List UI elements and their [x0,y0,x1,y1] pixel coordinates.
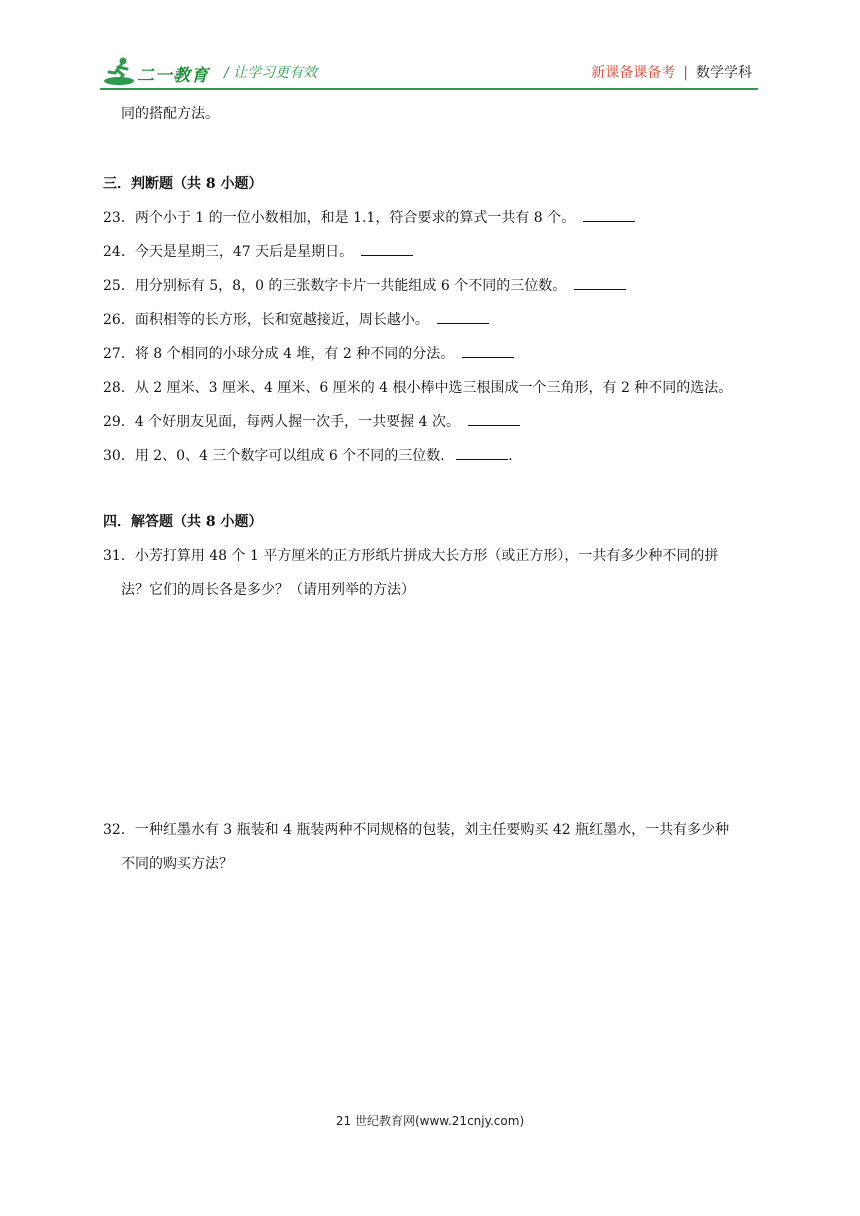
question-32-line-1: 32．一种红墨水有 3 瓶装和 4 瓶装两种不同规格的包装，刘主任要购买 42 瓶红墨水，一共有多少种 [103,822,730,838]
question-32-line-2: 不同的购买方法？ [121,856,233,872]
answer-blank[interactable] [468,413,520,426]
answer-blank[interactable] [361,243,413,256]
question-text: 25．用分别标有 5，8，0 的三张数字卡片一共能组成 6 个不同的三位数。 [103,278,567,294]
header-subject [591,62,752,82]
question-30 [103,446,522,466]
question-26 [103,310,489,330]
header-divider [100,88,758,90]
question-29 [103,412,520,432]
question-text: 27．将 8 个相同的小球分成 4 堆，有 2 种不同的分法。 [103,346,455,362]
question-24 [103,242,413,262]
answer-blank[interactable] [456,447,508,460]
question-text: 30．用 2、0、4 三个数字可以组成 6 个不同的三位数． [103,448,455,464]
question-text: 24．今天是星期三，47 天后是星期日。 [103,244,354,260]
question-text: 29．4 个好朋友见面，每两人握一次手，一共要握 4 次。 [103,414,460,430]
question-suffix: ． [508,448,523,464]
runner-logo-icon [103,55,137,87]
question-text: 28．从 2 厘米、3 厘米、4 厘米、6 厘米的 4 根小棒中选三根围成一个三角形，有 2 种不同的选法。 [103,380,733,396]
question-25 [103,276,626,296]
question-27 [103,344,514,364]
answer-blank[interactable] [437,311,489,324]
question-23 [103,208,635,228]
question-text: 23．两个小于 1 的一位小数相加，和是 1.1，符合要求的算式一共有 8 个。 [103,210,576,226]
answer-blank[interactable] [574,277,626,290]
subject-label: 数学学科 [696,65,752,81]
question-31-line-2: 法？它们的周长各是多少？（请用列举的方法） [121,582,415,598]
slogan: / 让学习更有效 [224,65,318,81]
course-label: 新课备课备考 [591,65,676,81]
header-separator: | [683,65,688,81]
page-header [0,0,860,100]
section-4-title: 四．解答题（共 8 小题） [103,514,263,530]
logo-text: 二一教育 [137,66,209,86]
question-31-line-1: 31．小芳打算用 48 个 1 平方厘米的正方形纸片拼成大长方形（或正方形），一共有多少种不同的拼 [103,548,719,564]
section-3-title: 三．判断题（共 8 小题） [103,176,263,192]
continuation-text: 同的搭配方法。 [121,106,219,122]
answer-blank[interactable] [583,209,635,222]
page-footer: 21 世纪教育网(www.21cnjy.com) [335,1114,525,1128]
logo [103,55,238,89]
question-28 [103,378,732,398]
answer-blank[interactable] [462,345,514,358]
question-text: 26．面积相等的长方形，长和宽越接近，周长越小。 [103,312,429,328]
